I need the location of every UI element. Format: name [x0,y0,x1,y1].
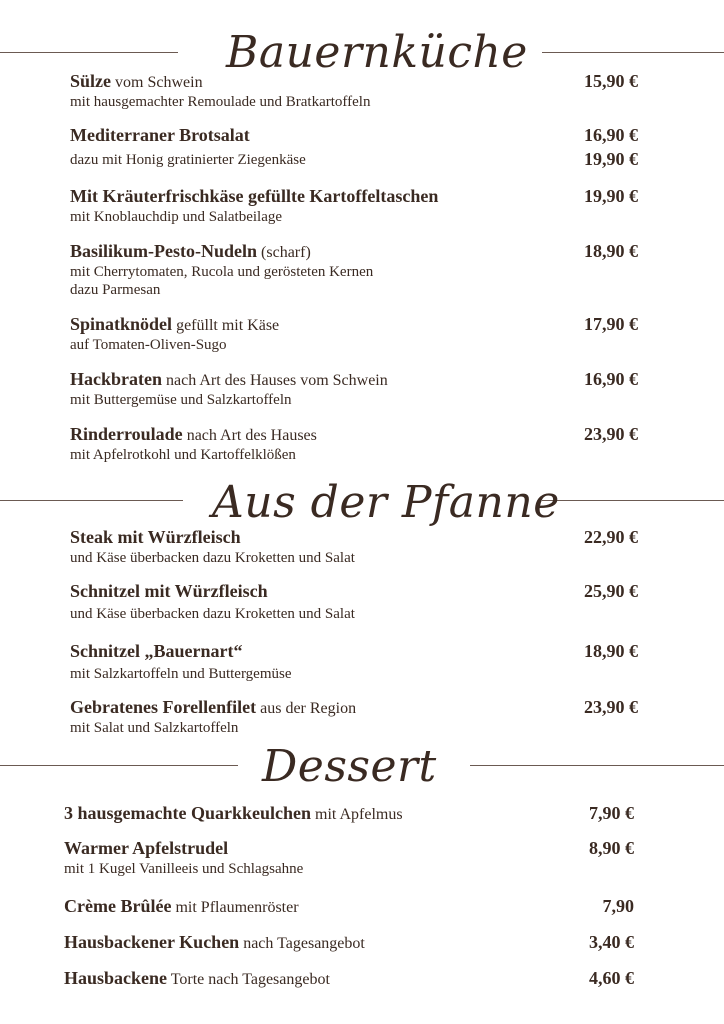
item-price: 18,90 € [584,241,638,261]
item-name: Gebratenes Forellenfilet [70,697,257,717]
item-price: 23,90 € [584,424,638,444]
item-description: dazu Parmesan [70,282,161,298]
item-name: Mediterraner Brotsalat [70,125,250,145]
item-name: 3 hausgemachte Quarkkeulchen [64,803,312,823]
item-name: Warmer Apfelstrudel [64,838,229,858]
item-description: mit Buttergemüse und Salzkartoffeln [70,392,292,408]
item-price: 16,90 € [584,369,638,389]
item-name: Basilikum-Pesto-Nudeln [70,241,258,261]
divider-right [542,52,724,53]
divider-left [0,765,238,766]
item-extra: aus der Region [260,700,357,717]
item-extra: nach Art des Hauses vom Schwein [166,372,388,389]
item-price: 7,90 [602,896,634,916]
item-name: Rinderroulade [70,424,183,444]
item-price: 3,40 € [589,932,634,952]
item-price: 7,90 € [589,803,634,823]
item-extra: nach Art des Hauses [186,427,317,444]
section-heading: Bauernküche [226,27,528,78]
item-extra: vom Schwein [115,74,203,91]
item-price: 18,90 € [584,641,638,661]
section-heading: Aus der Pfanne [212,477,560,528]
item-price: 23,90 € [584,697,638,717]
item-price: 16,90 € [584,125,638,145]
item-price: 17,90 € [584,314,638,334]
item-name: Mit Kräuterfrischkäse gefüllte Kartoffeltaschen [70,186,439,206]
divider-right [542,500,724,501]
item-description: und Käse überbacken dazu Kroketten und Salat [70,606,355,622]
item-name: Schnitzel mit Würzfleisch [70,581,268,601]
divider-left [0,52,178,53]
item-extra: mit Apfelmus [315,806,403,823]
item-name: Sülze [70,71,112,91]
item-description: mit Apfelrotkohl und Kartoffelklößen [70,447,296,463]
item-name: Hausbackene [64,968,168,988]
section-heading: Dessert [262,741,437,792]
item-description: dazu mit Honig gratinierter Ziegenkäse [70,152,306,168]
item-name: Hackbraten [70,369,162,389]
item-extra: nach Tagesangebot [243,935,365,952]
item-description: mit Salzkartoffeln und Buttergemüse [70,666,292,682]
item-extra: (scharf) [261,244,311,261]
item-description: mit 1 Kugel Vanilleeis und Schlagsahne [64,861,304,877]
item-name: Hausbackener Kuchen [64,932,240,952]
item-price: 25,90 € [584,581,638,601]
item-description: auf Tomaten-Oliven-Sugo [70,337,227,353]
item-price: 4,60 € [589,968,634,988]
item-description: und Käse überbacken dazu Kroketten und Salat [70,550,355,566]
item-description: mit Salat und Salzkartoffeln [70,720,239,736]
item-price: 19,90 € [584,186,638,206]
item-name: Crème Brûlée [64,896,172,916]
divider-left [0,500,183,501]
item-price-alt: 19,90 € [584,149,638,169]
divider-right [470,765,724,766]
item-extra: Torte nach Tagesangebot [170,971,330,988]
item-price: 22,90 € [584,527,638,547]
item-name: Steak mit Würzfleisch [70,527,241,547]
item-extra: mit Pflaumenröster [175,899,299,916]
item-extra: gefüllt mit Käse [176,317,280,334]
item-price: 15,90 € [584,71,638,91]
item-name: Schnitzel „Bauernart“ [70,641,243,661]
item-description: mit hausgemachter Remoulade und Bratkartoffeln [70,94,371,110]
item-description: mit Knoblauchdip und Salatbeilage [70,209,283,225]
item-description: mit Cherrytomaten, Rucola und gerösteten Kernen [70,264,374,280]
item-name: Spinatknödel [70,314,173,334]
item-price: 8,90 € [589,838,634,858]
